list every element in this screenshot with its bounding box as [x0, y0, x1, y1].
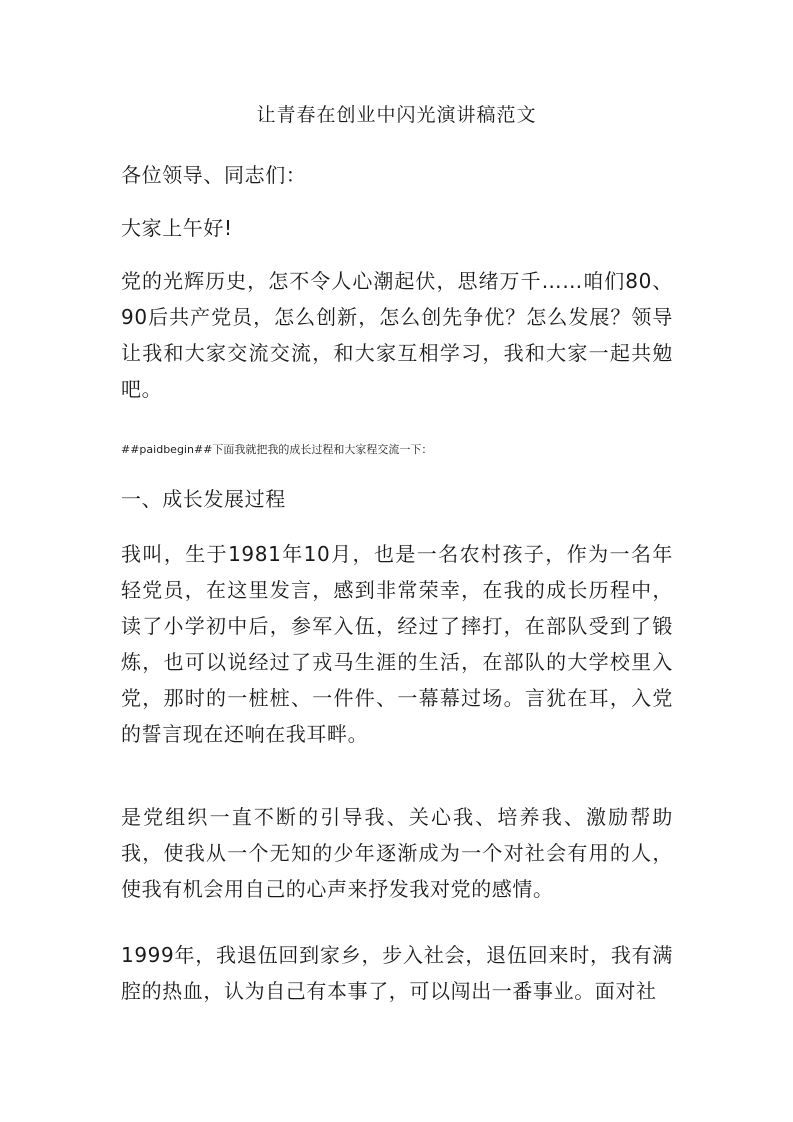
salutation-line: 各位领导、同志们： [121, 163, 307, 187]
party-paragraph: 是党组织一直不断的引导我、关心我、培养我、激励帮助我，使我从一个无知的少年逐渐成为一个对社会有用的人，使我有机会用自己的心声来抒发我对党的感情。 [121, 805, 673, 901]
section-heading: 一、成长发展过程 [121, 487, 286, 511]
greeting-line: 大家上午好! [121, 216, 233, 240]
document-title: 让青春在创业中闪光演讲稿范文 [256, 104, 537, 126]
paid-marker-line: ##paidbegin##下面我就把我的成长过程和大家程交流一下： [121, 443, 433, 456]
intro-paragraph: 党的光辉历史，怎不令人心潮起伏，思绪万千……咱们80、90后共产党员，怎么创新，怎么创先争优？怎么发展？领导让我和大家交流交流，和大家互相学习，我和大家一起共勉吧。 [121, 269, 673, 401]
year-1999-paragraph: 1999年，我退伍回到家乡，步入社会，退伍回来时，我有满腔的热血，认为自己有本事了，可以闯出一番事业。面对社 [121, 943, 673, 1003]
growth-paragraph: 我叫，生于1981年10月，也是一名农村孩子，作为一名年轻党员，在这里发言，感到非常荣幸，在我的成长历程中，读了小学初中后，参军入伍，经过了摔打，在部队受到了锻炼，也可以说经过了戎马生涯的生活，在部队的大学校里入党，那时的一桩桩、一件件、一幕幕过场。言犹在耳，入党的誓言现在还响在我耳畔。 [121, 542, 673, 746]
